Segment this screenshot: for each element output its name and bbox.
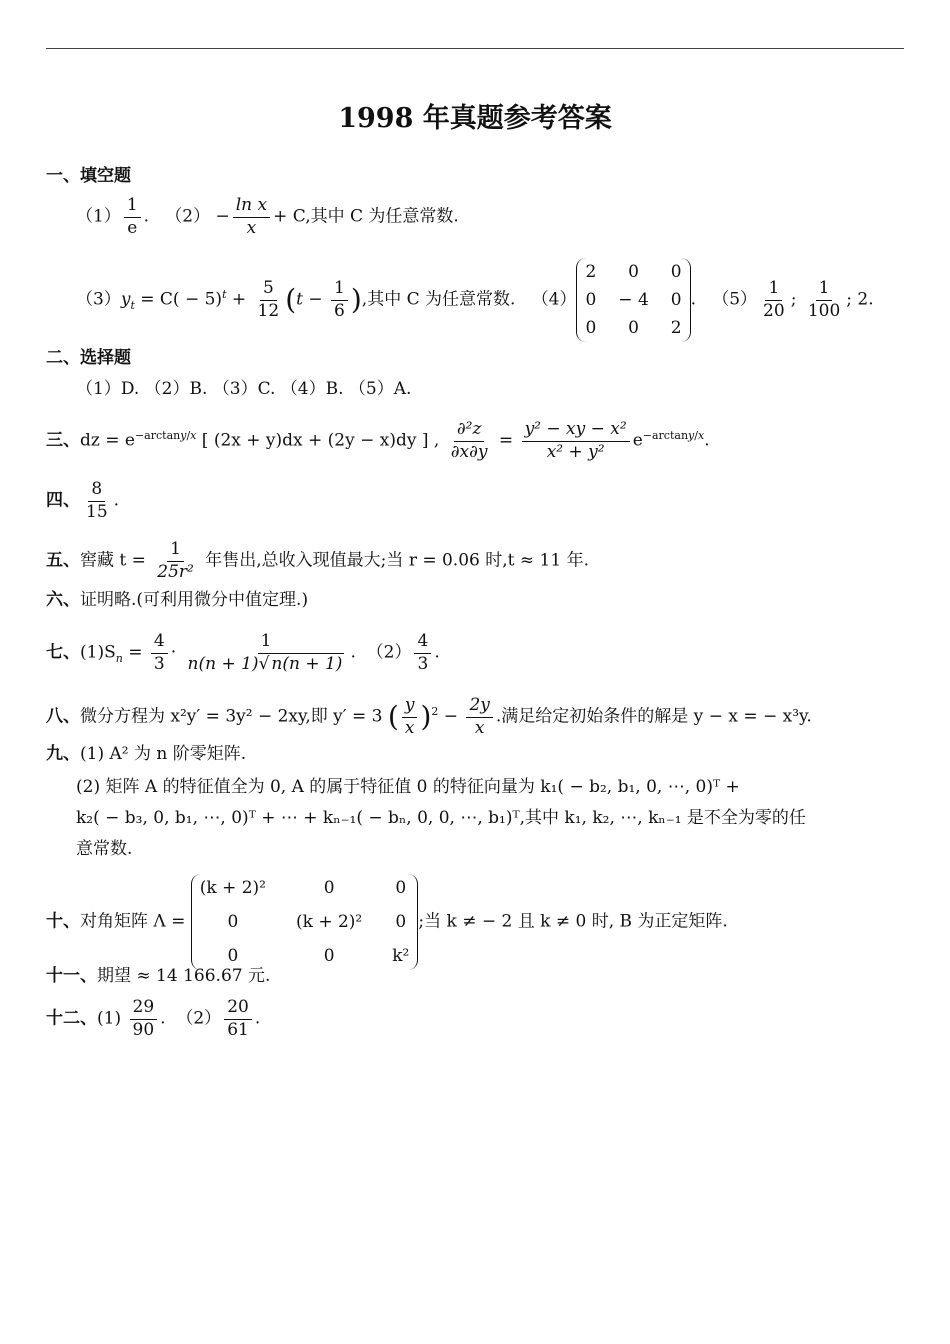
s5-line: 五、窖藏 t = $\frac{1}{\text{25r²}}$ 年售出,总收入现值最大;当 r = 0.06 时,t ≈ 11 年. [46, 539, 589, 582]
s2-answers: （1）D. （2）B. （3）C. （4）B. （5）A. [76, 379, 412, 399]
s9-line3: k₂( − b₃, 0, b₁, ⋯, 0)ᵀ + ⋯ + kₙ₋₁( − bₙ, 0, 0, ⋯, b₁)ᵀ,其中 k₁, k₂, ⋯, kₙ₋₁ 是不全为零的任 [76, 808, 806, 828]
page-title: 1998 年真题参考答案 [338, 103, 612, 134]
top-rule [46, 48, 904, 49]
s9-line4: 意常数. [76, 839, 133, 859]
matrix-lambda: (k + 2)² 0 0 0 (k + 2)² 0 0 0 k² [191, 874, 419, 970]
s1-line1: （1） $\frac{1}{e}$ . （2） − $\frac{\text{ln x}}{x}$ + C,其中 C 为任意常数. [76, 195, 459, 238]
s4-line: 四、 $\frac{8}{15}$ . [46, 479, 120, 522]
section-1-heading: 一、填空题 [46, 166, 131, 186]
s7-line: 七、$(1)S_n$ = $\frac{4}{3}$ · $\frac{1}{n(n + 1)√ n(n + 1)}$ . （2） $\frac{4}{3}$ . [46, 631, 440, 674]
matrix-q4: 2 0 0 0 − 4 0 0 0 2 [576, 258, 690, 342]
s8-line: 八、微分方程为 x²y′ = 3y² − 2xy,即 y′ = 3 ( $\frac{y}{x}$ )$^2$ − $\frac{2y}{x}$ .满足给定初始条件的解是 y − x = − x³y. [46, 695, 812, 738]
section-2-heading: 二、选择题 [46, 348, 131, 368]
s6-line: 六、证明略.(可利用微分中值定理.) [46, 590, 309, 610]
s3-line: 三、dz = $e^{-arctany/x}$ [ (2x + y)dx + (2y − x)dy ] , $\frac{\text{∂²z}}{\partial x\partial y}$ = $\frac{\text{y² − xy − x²}}{\text{x² + y²}}$ $e^{-arctany/x}$. [46, 419, 710, 462]
s1-line2: $(3)y_t = C( - 5)^t$ + $\frac{5}{12}$ (t − $\frac{1}{6}$ ),其中 C 为任意常数. （4） 2 0 0 0 − 4 0 0 0 2 . （5） $\frac{1}{20}$ ; $\frac{1}{100}$ ; 2. [76, 258, 874, 342]
s12-line: 十二、(1) $\frac{29}{90}$ . （2） $\frac{20}{61}$ . [46, 997, 261, 1040]
s10-line: 十、对角矩阵 Λ = (k + 2)² 0 0 0 (k + 2)² 0 0 0 k² ;当 k ≠ − 2 且 k ≠ 0 时, B 为正定矩阵. [46, 874, 728, 970]
s11-line: 十一、期望 ≈ 14 166.67 元. [46, 966, 271, 986]
s9-line1: 九、(1) A² 为 n 阶零矩阵. [46, 744, 247, 764]
s9-line2: (2) 矩阵 A 的特征值全为 0, A 的属于特征值 0 的特征向量为 k₁( − b₂, b₁, 0, ⋯, 0)ᵀ + [76, 777, 740, 797]
